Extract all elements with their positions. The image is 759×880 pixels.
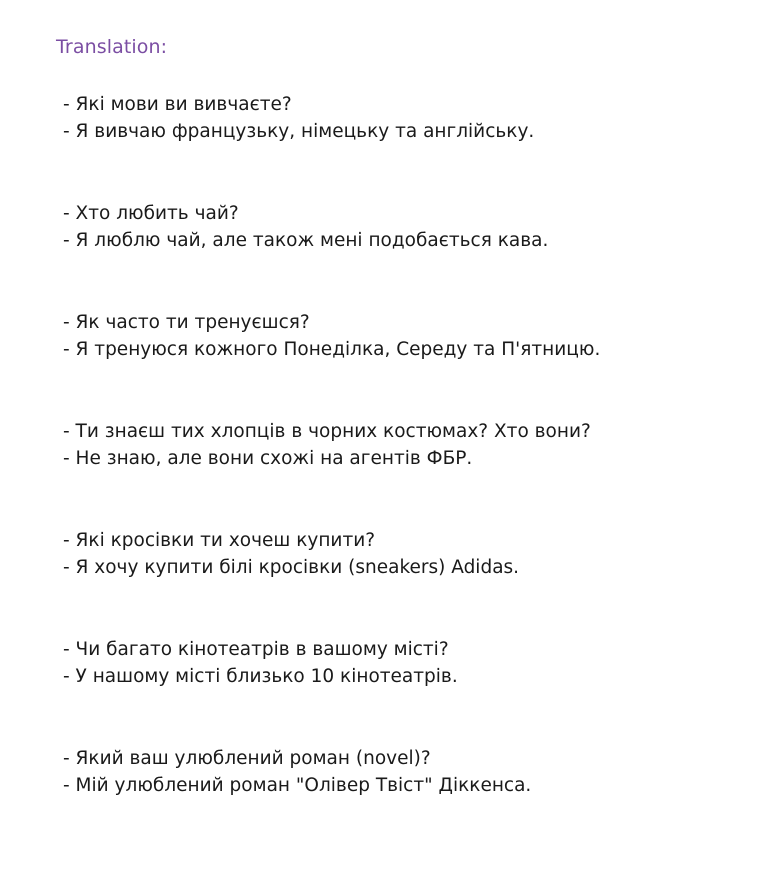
dialogue-question: - Який ваш улюблений роман (novel)? (63, 748, 431, 769)
dialogue-6 (63, 636, 743, 745)
dialogue-3 (63, 309, 743, 418)
dialogue-question: - Як часто ти тренуєшся? (63, 312, 310, 333)
dialogue-2 (63, 200, 743, 309)
dialogue-answer: - У нашому місті близько 10 кінотеатрів. (63, 666, 458, 687)
dialogue-7 (63, 745, 743, 854)
dialogue-question: - Які кросівки ти хочеш купити? (63, 530, 376, 551)
dialogue-answer: - Я люблю чай, але також мені подобається кава. (63, 230, 549, 251)
dialogue-question: - Ти знаєш тих хлопців в чорних костюмах? Хто вони? (63, 421, 591, 442)
dialogue-question: - Хто любить чай? (63, 203, 239, 224)
dialogue-4 (63, 418, 743, 527)
dialogue-answer: - Я вивчаю французьку, німецьку та англійську. (63, 121, 535, 142)
dialogue-answer: - Я тренуюся кожного Понеділка, Середу та П'ятницю. (63, 339, 601, 360)
dialogue-list (63, 91, 743, 854)
dialogue-answer: - Мій улюблений роман "Олівер Твіст" Діккенса. (63, 775, 532, 796)
dialogue-question: - Чи багато кінотеатрів в вашому місті? (63, 639, 449, 660)
dialogue-5 (63, 527, 743, 636)
dialogue-answer: - Не знаю, але вони схожі на агентів ФБР. (63, 448, 473, 469)
dialogue-question: - Які мови ви вивчаєте? (63, 94, 292, 115)
dialogue-1 (63, 91, 743, 200)
dialogue-answer: - Я хочу купити білі кросівки (sneakers) Adidas. (63, 557, 520, 578)
page-title: Translation: (56, 36, 168, 58)
